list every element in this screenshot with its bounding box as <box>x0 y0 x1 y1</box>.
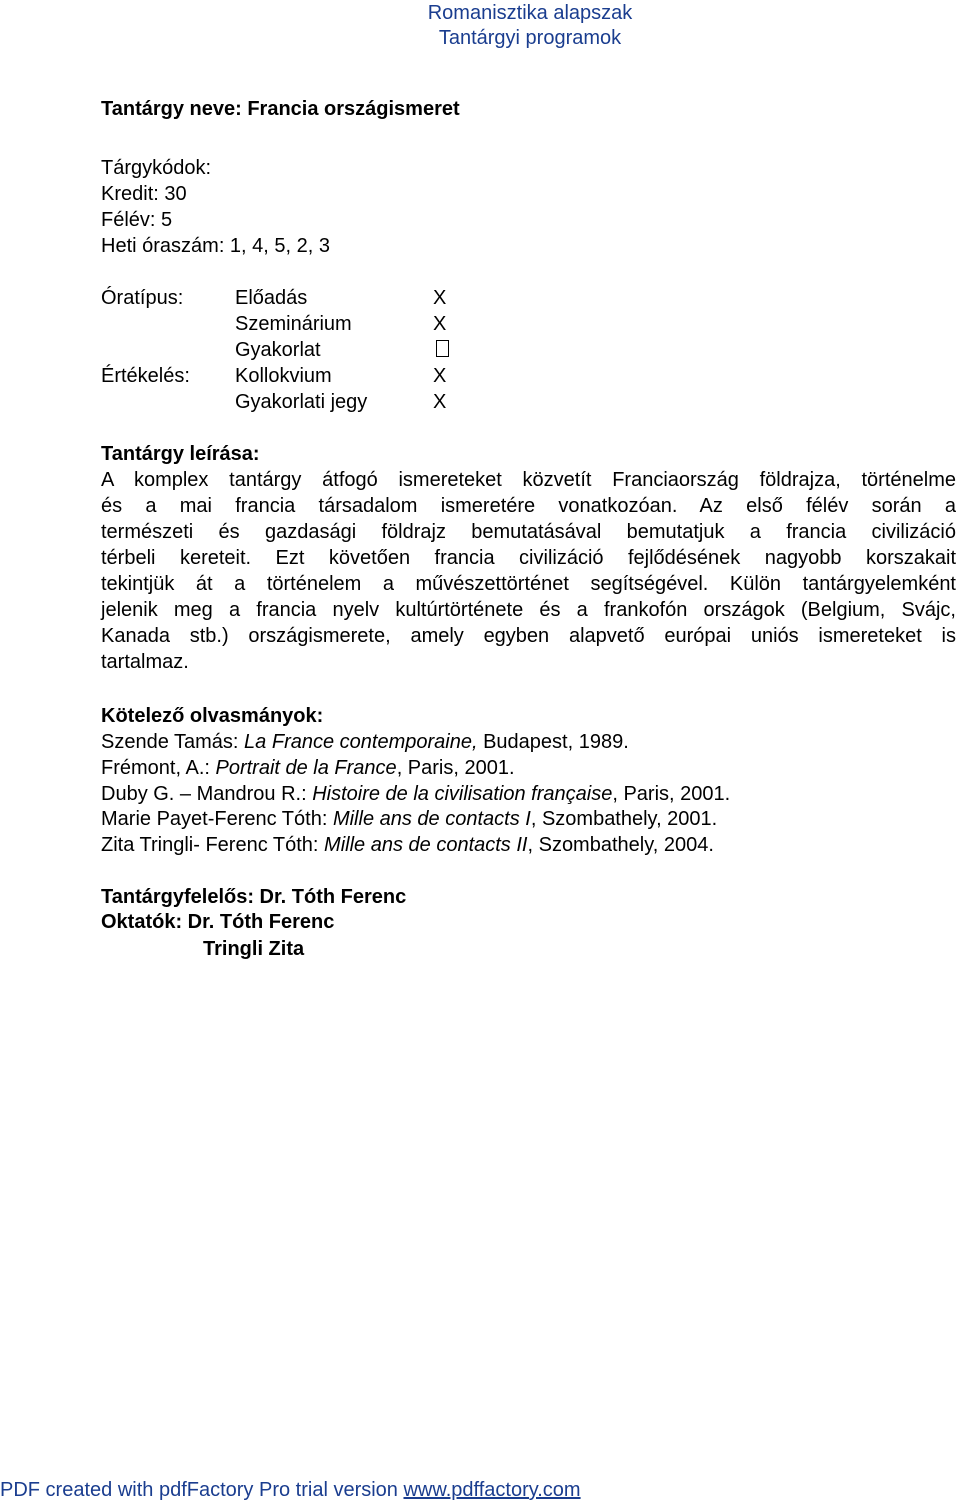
type-label: Óratípus: <box>101 287 184 309</box>
type-name-kollokvium: Kollokvium <box>235 365 332 387</box>
type-mark-szeminarium: X <box>433 313 447 335</box>
description-line: Kanada stb.) országismerete, amely egyben alapvető európai uniós ismereteket is <box>101 625 956 647</box>
description-line: tekintjük át a történelem a művészettörténet segítségével. Külön tantárgyelemként <box>101 573 956 595</box>
type-name-szeminarium: Szeminárium <box>235 313 352 335</box>
description-line: tartalmaz. <box>101 651 189 673</box>
header-line-2: Tantárgyi programok <box>438 27 622 49</box>
description-line: térbeli kereteit. Ezt követően francia civilizáció fejlődésének nagyobb korszakait <box>101 547 956 569</box>
type-name-gyakorlat: Gyakorlat <box>235 339 321 361</box>
type-mark-gyakorlati-jegy: X <box>433 391 447 413</box>
description-heading: Tantárgy leírása: <box>101 443 260 465</box>
course-semester: Félév: 5 <box>101 209 173 231</box>
teacher-2: Tringli Zita <box>203 938 305 960</box>
teachers: Oktatók: Dr. Tóth Ferenc <box>101 911 335 933</box>
description-paragraph <box>101 467 956 675</box>
reading-item: Szende Tamás: La France contemporaine, Budapest, 1989. <box>101 731 629 753</box>
description-line: A komplex tantárgy átfogó ismereteket közvetít Franciaország földrajza, történelme <box>101 469 956 491</box>
reading-item: Frémont, A.: Portrait de la France, Paris, 2001. <box>101 757 515 779</box>
pdf-footer: PDF created with pdfFactory Pro trial version www.pdffactory.com <box>0 1479 581 1501</box>
type-mark-eloadas: X <box>433 287 447 309</box>
reading-item: Zita Tringli- Ferenc Tóth: Mille ans de contacts II, Szombathely, 2004. <box>101 834 714 856</box>
evaluation-label: Értékelés: <box>101 365 190 387</box>
course-codes: Tárgykódok: <box>101 157 212 179</box>
course-weekly-hours: Heti óraszám: 1, 4, 5, 2, 3 <box>101 235 330 257</box>
type-mark-kollokvium: X <box>433 365 447 387</box>
description-line: természeti és gazdasági földrajz bemutatásával bemutatjuk a francia civilizáció <box>101 521 956 543</box>
type-name-eloadas: Előadás <box>235 287 308 309</box>
type-name-gyakorlati-jegy: Gyakorlati jegy <box>235 391 368 413</box>
description-line: és a mai francia társadalom ismeretére vonatkozóan. Az első félév során a <box>101 495 956 517</box>
reading-item: Duby G. – Mandrou R.: Histoire de la civilisation française, Paris, 2001. <box>101 783 731 805</box>
course-credit: Kredit: 30 <box>101 183 187 205</box>
description-line: jelenik meg a francia nyelv kultúrtörténete és a frankofón országok (Belgium, Svájc, <box>101 599 956 621</box>
readings-heading: Kötelező olvasmányok: <box>101 705 324 727</box>
pdffactory-link[interactable]: www.pdffactory.com <box>403 1479 581 1501</box>
course-responsible: Tantárgyfelelős: Dr. Tóth Ferenc <box>101 886 407 908</box>
empty-checkbox-icon <box>433 337 449 363</box>
header-line-1: Romanisztika alapszak <box>427 2 633 24</box>
reading-item: Marie Payet-Ferenc Tóth: Mille ans de contacts I, Szombathely, 2001. <box>101 808 718 830</box>
course-title: Tantárgy neve: Francia országismeret <box>101 98 460 120</box>
